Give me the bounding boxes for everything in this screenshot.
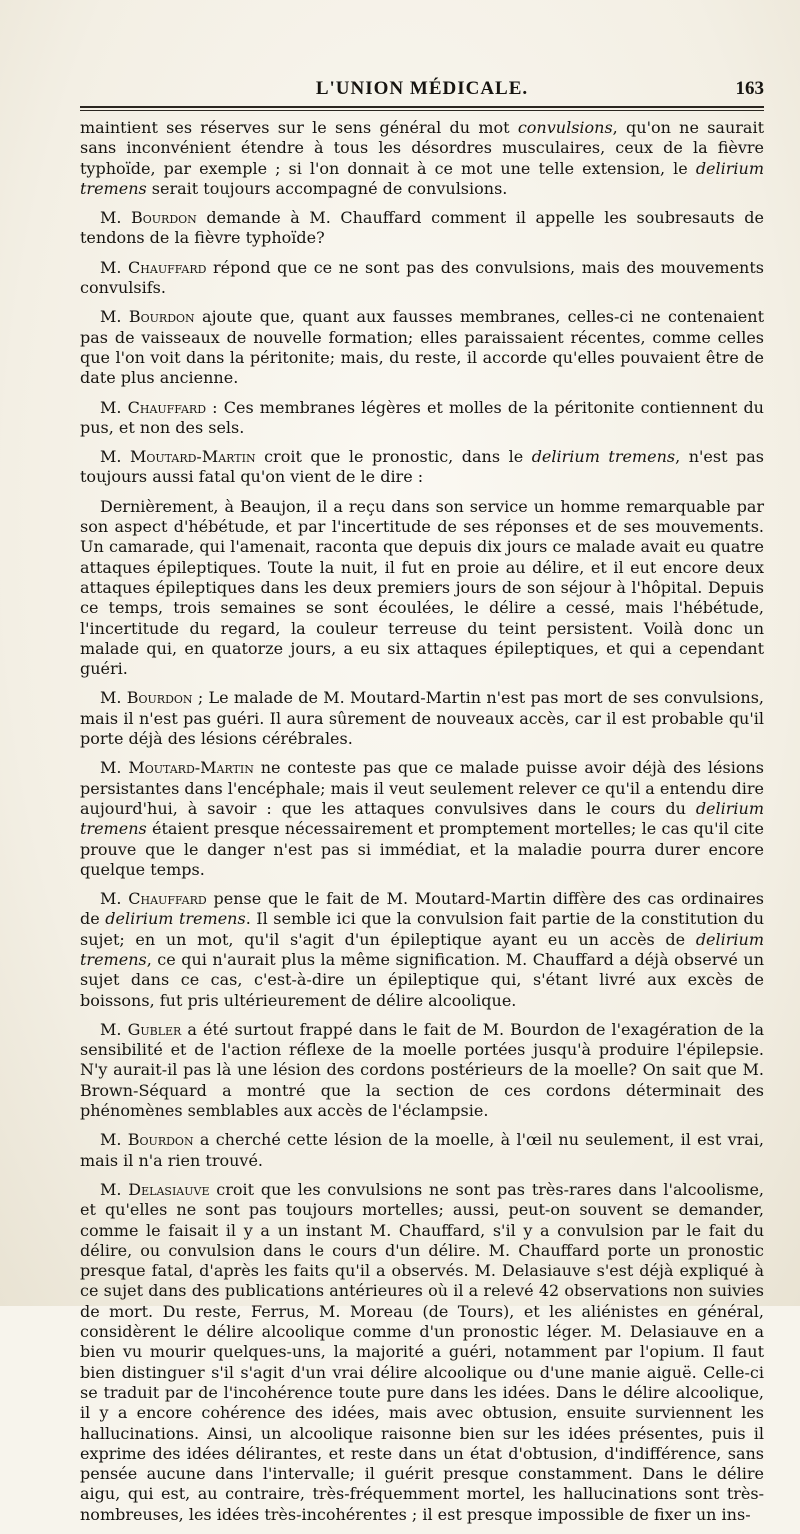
paragraph-text: M. [100, 1179, 129, 1199]
header-rule-thin [80, 110, 764, 111]
italic-term: delirium tremens [105, 909, 246, 929]
speaker-name: Moutard-Martin [129, 447, 256, 467]
paragraph [80, 118, 764, 199]
header-rule [80, 106, 764, 108]
paragraph [80, 307, 764, 388]
paragraph-text: M. [100, 758, 129, 778]
paragraph [80, 208, 764, 249]
italic-term: delirium tremens [531, 447, 676, 467]
paragraph-text: M. [100, 1130, 128, 1150]
paragraph-text: maintient ses réserves sur le sens général du mot [80, 118, 518, 137]
speaker-name: Bourdon [128, 307, 195, 327]
paragraph-text: Dernièrement, à Beaujon, il a reçu dans son service un homme remarquable par son aspect d'hébétude, et par l'incertitude de ses réponses et de ses mouvements. Un camarade, qui l'amenait, raconta que depuis dix jours ce malade avait eu quatre attaques épileptiques. Toute la nuit, il fut en proie au délire, et il eut encore deux attaques épileptiques dans les deux premiers jours de son séjour à l'hôpital. Depuis ce temps, trois semaines se sont écoulées, le délire a cessé, mais l'hébétude, l'incertitude du regard, la couleur terreuse du teint persistent. Voilà donc un malade qui, en quatorze jours, a eu six attaques épileptiques, et qui a cependant guéri. [80, 496, 764, 679]
paragraph-text: . Il semble ici que la convulsion fait partie de la constitution du sujet; en un mot, qu'il s'agit d'un épileptique ayant eu un accès de [80, 909, 765, 949]
paragraph-text: ne conteste pas que ce malade puisse avoir déjà des lésions persistantes dans l'encéphale; mais il veut seulement relever ce qu'il a entendu dire aujourd'hui, à savoir : que les attaques convulsives dans le cours du [80, 758, 764, 818]
article-body [80, 118, 764, 1534]
paragraph-text: croit que les convulsions ne sont pas très-rares dans l'alcoolisme, et qu'elles ne sont pas toujours mortelles; aussi, peut-on souvent se demander, comme le faisait il y a un instant M. Chauffard, s'il y a convulsion par le fait du délire, ou convulsion dans le cours d'un délire. M. Chauffard porte un pronostic presque fatal, d'après les faits qu'il a observés. M. Delasiauve s'est déjà expliqué à ce sujet dans des publications antérieures où il a relevé 42 observations non suivies de mort. Du reste, Ferrus, M. Moreau (de Tours), et les aliénistes en général, considèrent le délire alcoolique comme d'un pronostic léger. M. Delasiauve en a bien vu mourir quelques-uns, la majorité a guéri, notamment par l'opium. Il faut bien distinguer s'il s'agit d'un vrai délire alcoolique ou d'une manie aiguë. Celle-ci se traduit par de l'incohérence toute pure dans les idées. Dans le délire alcoolique, il y a encore cohérence des idées, mais avec obtusion, ensuite surviennent les hallucinations. Ainsi, un alcoolique raisonne bien sur les idées présentes, puis il exprime des idées délirantes, et reste dans un état d'obtusion, d'indifférence, sans pensée aucune dans l'intervalle; il guérit presque constamment. Dans le délire aigu, qui est, au contraire, très-fréquemment mortel, les hallucinations sont très-nombreuses, les idées très-incohérentes ; il est presque impossible de fixer un ins- [80, 1179, 765, 1524]
paragraph [80, 1180, 764, 1525]
paragraph-text: M. [100, 307, 129, 327]
italic-term: delirium tremens [80, 798, 764, 839]
paragraph-text: , n'est pas toujours aussi fatal qu'on vient de le dire : [80, 447, 765, 487]
paragraph-text: , ce qui n'aurait plus la même signification. M. Chauffard a déjà observé un sujet dans ce cas, c'est-à-dire un épileptique qui, s'étant livré aux excès de boissons, fut pris ultérieurement de délire alcoolique. [80, 949, 764, 1010]
paragraph-text: M. [100, 257, 129, 277]
journal-title: L'UNION MÉDICALE. [315, 78, 529, 99]
page-number: 163 [735, 78, 764, 99]
paragraph-text: a été surtout frappé dans le fait de M. Bourdon de l'exagération de la sensibilité et de l'action réflexe de la moelle portées jusqu'à produire l'épilepsie. N'y aurait-il pas là une lésion des cordons postérieurs de la moelle? On sait que M. Brown-Séquard a montré que la section de ces cordons déterminait des phénomènes semblables aux accès de l'éclampsie. [80, 1019, 765, 1121]
paragraph-text: pense que le fait de M. Moutard-Martin diffère des cas ordinaires de [80, 889, 764, 929]
speaker-name: Chauffard [128, 257, 207, 277]
italic-term: delirium tremens [80, 929, 764, 969]
paragraph-text: M. [100, 1019, 128, 1039]
paragraph-text: répond que ce ne sont pas des convulsions, mais des mouvements convulsifs. [80, 257, 765, 298]
running-header [80, 76, 764, 102]
paragraph [80, 398, 764, 439]
paragraph-text: ; Le malade de M. Moutard-Martin n'est pas mort de ses convulsions, mais il n'est pas guéri. Il aura sûrement de nouveaux accès, car il est probable qu'il porte déjà des lésions cérébrales. [80, 688, 764, 749]
paragraph [80, 258, 764, 299]
paragraph-text: M. [100, 688, 127, 708]
paragraph-text: M. [100, 208, 131, 228]
speaker-name: Gubler [127, 1019, 182, 1039]
italic-term: delirium tremens [80, 158, 764, 198]
speaker-name: Bourdon [127, 1130, 194, 1150]
paragraph [80, 758, 764, 880]
paragraph-text: a cherché cette lésion de la moelle, à l'œil nu seulement, il est vrai, mais il n'a rien trouvé. [80, 1130, 765, 1170]
speaker-name: Chauffard [127, 397, 207, 417]
paragraph-text: croit que le pronostic, dans le [255, 447, 532, 467]
paragraph-text: M. [100, 397, 128, 417]
paragraph-text: demande à M. Chauffard comment il appelle les soubresauts de tendons de la fièvre typhoïde? [80, 208, 764, 248]
paragraph-text: étaient presque nécessairement et promptement mortelles; le cas qu'il cite prouve que le danger n'est pas si immédiat, et la maladie pourra durer encore quelque temps. [80, 819, 764, 879]
paragraph-text: : Ces membranes légères et molles de la péritonite contiennent du pus, et non des sels. [80, 397, 764, 437]
paragraph [80, 1020, 764, 1121]
paragraph-text: M. [100, 447, 130, 467]
speaker-name: Delasiauve [128, 1179, 210, 1199]
speaker-name: Chauffard [128, 889, 207, 909]
paragraph-text: , qu'on ne saurait sans inconvénient étendre à tous les désordres musculaires, ceux de la fièvre typhoïde, par exemple ; si l'on donnait à ce mot une telle extension, le [80, 118, 764, 178]
paragraph [80, 447, 764, 488]
paragraph [80, 1130, 764, 1171]
paragraph [80, 497, 764, 680]
italic-term: convulsions [517, 118, 613, 137]
paragraph [80, 688, 764, 749]
paragraph-text: M. [100, 889, 129, 909]
paragraph [80, 889, 764, 1011]
speaker-name: Bourdon [131, 208, 197, 228]
speaker-name: Bourdon [126, 688, 193, 708]
paragraph-text: serait toujours accompagné de convulsions. [146, 178, 508, 198]
speaker-name: Moutard-Martin [128, 758, 254, 778]
paragraph-text: ajoute que, quant aux fausses membranes, celles-ci ne contenaient pas de vaisseaux de nouvelle formation; elles paraissaient récentes, comme celles que l'on voit dans la péritonite; mais, du reste, il accorde qu'elles pouvaient être de date plus ancienne. [80, 307, 764, 388]
